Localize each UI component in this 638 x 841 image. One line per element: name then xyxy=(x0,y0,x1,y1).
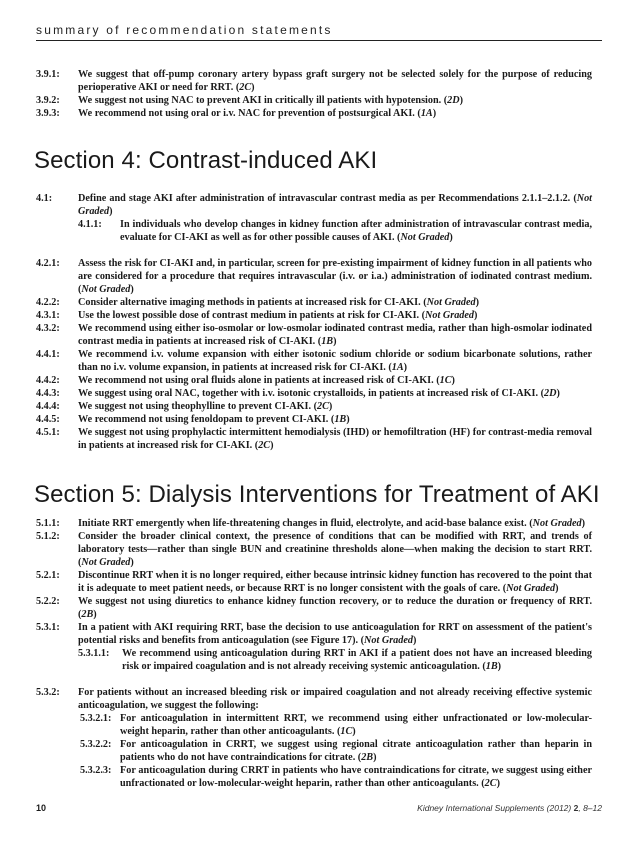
rec-grade: 2B xyxy=(361,752,374,763)
rec-number: 4.4.4: xyxy=(36,401,60,412)
rec-4-4-2: 4.4.2: We recommend not using oral fluids alone in patients at increased risk of CI-AKI. (1C) xyxy=(36,375,455,386)
rec-5-3-2-1: 5.3.2.1: For anticoagulation in intermittent RRT, we recommend using either unfractionated or low-molecular-weight heparin, rather than other anticoagulants. (1C) xyxy=(80,713,592,737)
rec-grade: 2C xyxy=(316,401,329,412)
rec-number: 4.2.1: xyxy=(36,258,60,269)
section-4-recommendations xyxy=(36,192,592,452)
rec-grade: 2B xyxy=(81,609,94,620)
rec-text: We recommend i.v. volume expansion with either isotonic sodium chloride or sodium bicarbonate solutions, rather than no i.v. volume expansion, in patients at increased risk for CI-AKI. xyxy=(78,349,592,373)
rec-number: 4.5.1: xyxy=(36,427,60,438)
rec-text: Discontinue RRT when it is no longer required, either because intrinsic kidney function has recovered to the point that it is adequate to meet patient needs, or because RRT is no longer consistent with the goals of care. xyxy=(78,570,592,594)
rec-4-3-1: 4.3.1: Use the lowest possible dose of contrast medium in patients at risk for CI-AKI. (Not Graded) xyxy=(36,310,478,321)
rec-text: Consider alternative imaging methods in patients at increased risk for CI-AKI. xyxy=(78,297,421,308)
rec-text: Use the lowest possible dose of contrast medium in patients at risk for CI-AKI. xyxy=(78,310,420,321)
rec-5-1-1: 5.1.1: Initiate RRT emergently when life-threatening changes in fluid, electrolyte, and acid-base balance exist. (Not Graded) xyxy=(36,518,586,529)
journal-citation: Kidney International Supplements (2012) 2, 8–12 xyxy=(417,803,602,813)
rec-grade: 2C xyxy=(484,778,497,789)
rec-text: We suggest not using prophylactic intermittent hemodialysis (IHD) or hemofiltration (HF) for contrast-media removal in patients at increased risk for CI-AKI. xyxy=(78,427,592,451)
rec-number: 5.2.2: xyxy=(36,596,60,607)
rec-grade: Not Graded xyxy=(425,310,474,321)
rec-grade: Not Graded xyxy=(426,297,476,308)
rec-grade: Not Graded xyxy=(532,518,582,529)
rec-number: 5.1.2: xyxy=(36,531,60,542)
rec-5-3-2: 5.3.2: For patients without an increased bleeding risk or impaired coagulation and not already receiving effective systemic anticoagulation, we suggest the following: xyxy=(36,687,592,711)
rec-grade: Not Graded xyxy=(81,557,131,568)
rec-5-2-2: 5.2.2: We suggest not using diuretics to enhance kidney function recovery, or to reduce the duration or frequency of RRT. (2B) xyxy=(36,596,592,620)
rec-5-3-1: 5.3.1: In a patient with AKI requiring RRT, base the decision to use anticoagulation for RRT on assessment of the patient's potential risks and benefits from anticoagulation (see Figure 17). (Not Graded) xyxy=(36,622,592,646)
rec-4-4-3: 4.4.3: We suggest using oral NAC, together with i.v. isotonic crystalloids, in patients at increased risk of CI-AKI. (2D) xyxy=(36,388,560,399)
rec-number: 4.2.2: xyxy=(36,297,60,308)
rec-4-4-1: 4.4.1: We recommend i.v. volume expansion with either isotonic sodium chloride or sodium bicarbonate solutions, rather than no i.v. volume expansion, in patients at increased risk for CI-AKI. (1A) xyxy=(36,349,592,373)
rec-number: 5.3.1: xyxy=(36,622,60,633)
rec-number: 4.4.3: xyxy=(36,388,60,399)
rec-grade: 2D xyxy=(544,388,557,399)
rec-text: For anticoagulation in intermittent RRT, we recommend using either unfractionated or low-molecular-weight heparin, rather than other anticoagulants. xyxy=(120,713,592,737)
rec-4-1-1: 4.1.1: In individuals who develop changes in kidney function after administration of intravascular contrast media, evaluate for CI-AKI as well as for other possible causes of AKI. (Not Graded) xyxy=(78,219,592,243)
rec-grade: 2C xyxy=(258,440,271,451)
rec-text: Initiate RRT emergently when life-threatening changes in fluid, electrolyte, and acid-base balance exist. xyxy=(78,518,527,529)
rec-number: 5.3.2.3: xyxy=(80,765,112,776)
page-number: 10 xyxy=(36,803,47,813)
rec-number: 5.3.2.2: xyxy=(80,739,112,750)
rec-grade: Not Graded xyxy=(81,284,131,295)
rec-4-4-4: 4.4.4: We suggest not using theophylline to prevent CI-AKI. (2C) xyxy=(36,401,333,412)
rec-number: 5.2.1: xyxy=(36,570,60,581)
header-rule xyxy=(36,40,602,41)
rec-grade: 1C xyxy=(340,726,353,737)
rec-number: 4.4.1: xyxy=(36,349,60,360)
rec-5-3-1-1: 5.3.1.1: We recommend using anticoagulation during RRT in AKI if a patient does not have an increased bleeding risk or impaired coagulation and is not already receiving systemic anticoagulation. (1B) xyxy=(78,648,592,672)
rec-number: 4.4.5: xyxy=(36,414,60,425)
rec-text: We suggest not using theophylline to prevent CI-AKI. xyxy=(78,401,312,412)
rec-number: 5.1.1: xyxy=(36,518,60,529)
section-5-title: Section 5: Dialysis Interventions for Treatment of AKI xyxy=(34,481,600,508)
rec-text: Assess the risk for CI-AKI and, in particular, screen for pre-existing impairment of kidney function in all patients who are considered for a procedure that requires intravascular (i.v. or i.a.) administration of iodinated contrast medium. xyxy=(78,258,592,282)
rec-3-9-3: 3.9.3: We recommend not using oral or i.v. NAC for prevention of postsurgical AKI. (1A) xyxy=(36,108,437,119)
rec-number: 4.3.2: xyxy=(36,323,60,334)
rec-text: We recommend using either iso-osmolar or low-osmolar iodinated contrast media, rather than high-osmolar iodinated contrast media in patients at increased risk of CI-AKI. xyxy=(78,323,592,347)
rec-grade: Not Graded xyxy=(506,583,556,594)
rec-5-2-1: 5.2.1: Discontinue RRT when it is no longer required, either because intrinsic kidney function has recovered to the point that it is adequate to meet patient needs, or because RRT is no longer consistent with the goals of care. (Not Graded) xyxy=(36,570,592,594)
rec-grade: 1C xyxy=(439,375,452,386)
rec-text: In a patient with AKI requiring RRT, base the decision to use anticoagulation for RRT on assessment of the patient's potential risks and benefits from anticoagulation (see Figure 17). xyxy=(78,622,592,646)
rec-text: We recommend not using oral fluids alone in patients at increased risk of CI-AKI. xyxy=(78,375,434,386)
rec-3-9-2: 3.9.2: We suggest not using NAC to prevent AKI in critically ill patients with hypotension. (2D) xyxy=(36,95,464,106)
rec-4-2-1: 4.2.1: Assess the risk for CI-AKI and, in particular, screen for pre-existing impairment of kidney function in all patients who are considered for a procedure that requires intravascular (i.v. or i.a.) administration of iodinated contrast medium. (Not Graded) xyxy=(36,258,592,295)
rec-text: For anticoagulation during CRRT in patients who have contraindications for citrate, we suggest using either unfractionated or low-molecular-weight heparin, rather than other anticoagulants. xyxy=(120,765,592,789)
rec-grade: 1B xyxy=(334,414,347,425)
rec-text: We suggest using oral NAC, together with i.v. isotonic crystalloids, in patients at increased risk of CI-AKI. xyxy=(78,388,539,399)
rec-number: 5.3.2.1: xyxy=(80,713,112,724)
rec-4-1: 4.1: Define and stage AKI after administration of intravascular contrast media as per Recommendations 2.1.1–2.1.2. (Not Graded) xyxy=(36,193,592,217)
rec-5-3-2-3: 5.3.2.3: For anticoagulation during CRRT in patients who have contraindications for citrate, we suggest using either unfractionated or low-molecular-weight heparin, rather than other anticoagulants. (2C) xyxy=(80,765,592,789)
section-4-title: Section 4: Contrast-induced AKI xyxy=(34,147,378,174)
rec-3-9-1: 3.9.1: We suggest that off-pump coronary artery bypass graft surgery not be selected solely for the purpose of reducing perioperative AKI or need for RRT. (2C) xyxy=(36,69,592,93)
rec-4-2-2: 4.2.2: Consider alternative imaging methods in patients at increased risk for CI-AKI. (Not Graded) xyxy=(36,297,480,308)
rec-text: We suggest not using diuretics to enhance kidney function recovery, or to reduce the duration or frequency of RRT. xyxy=(78,596,592,607)
rec-4-4-5: 4.4.5: We recommend not using fenoldopam to prevent CI-AKI. (1B) xyxy=(36,414,350,425)
rec-text: Consider the broader clinical context, the presence of conditions that can be modified with RRT, and trends of laboratory tests—rather than single BUN and creatinine thresholds alone—when making the decision to start RRT. xyxy=(78,531,592,555)
rec-4-3-2: 4.3.2: We recommend using either iso-osmolar or low-osmolar iodinated contrast media, rather than high-osmolar iodinated contrast media in patients at increased risk of CI-AKI. (1B) xyxy=(36,323,592,347)
rec-grade: 1A xyxy=(391,362,404,373)
rec-4-5-1: 4.5.1: We suggest not using prophylactic intermittent hemodialysis (IHD) or hemofiltration (HF) for contrast-media removal in patients at increased risk for CI-AKI. (2C) xyxy=(36,427,592,451)
rec-text: For anticoagulation in CRRT, we suggest using regional citrate anticoagulation rather than heparin in patients who do not have contraindications for citrate. xyxy=(120,739,592,763)
section-5-recommendations xyxy=(36,517,592,790)
rec-5-3-2-2: 5.3.2.2: For anticoagulation in CRRT, we suggest using regional citrate anticoagulation rather than heparin in patients who do not have contraindications for citrate. (2B) xyxy=(80,739,592,763)
rec-number: 4.4.2: xyxy=(36,375,60,386)
section-3-recommendations xyxy=(36,68,592,120)
running-header: summary of recommendation statements xyxy=(36,23,333,37)
rec-grade: Not Graded xyxy=(364,635,413,646)
rec-5-1-2: 5.1.2: Consider the broader clinical context, the presence of conditions that can be modified with RRT, and trends of laboratory tests—rather than single BUN and creatinine thresholds alone—when making the decision to start RRT. (Not Graded) xyxy=(36,531,592,568)
rec-grade: 1B xyxy=(321,336,334,347)
rec-number: 4.3.1: xyxy=(36,310,60,321)
rec-text: We recommend not using fenoldopam to prevent CI-AKI. xyxy=(78,414,329,425)
